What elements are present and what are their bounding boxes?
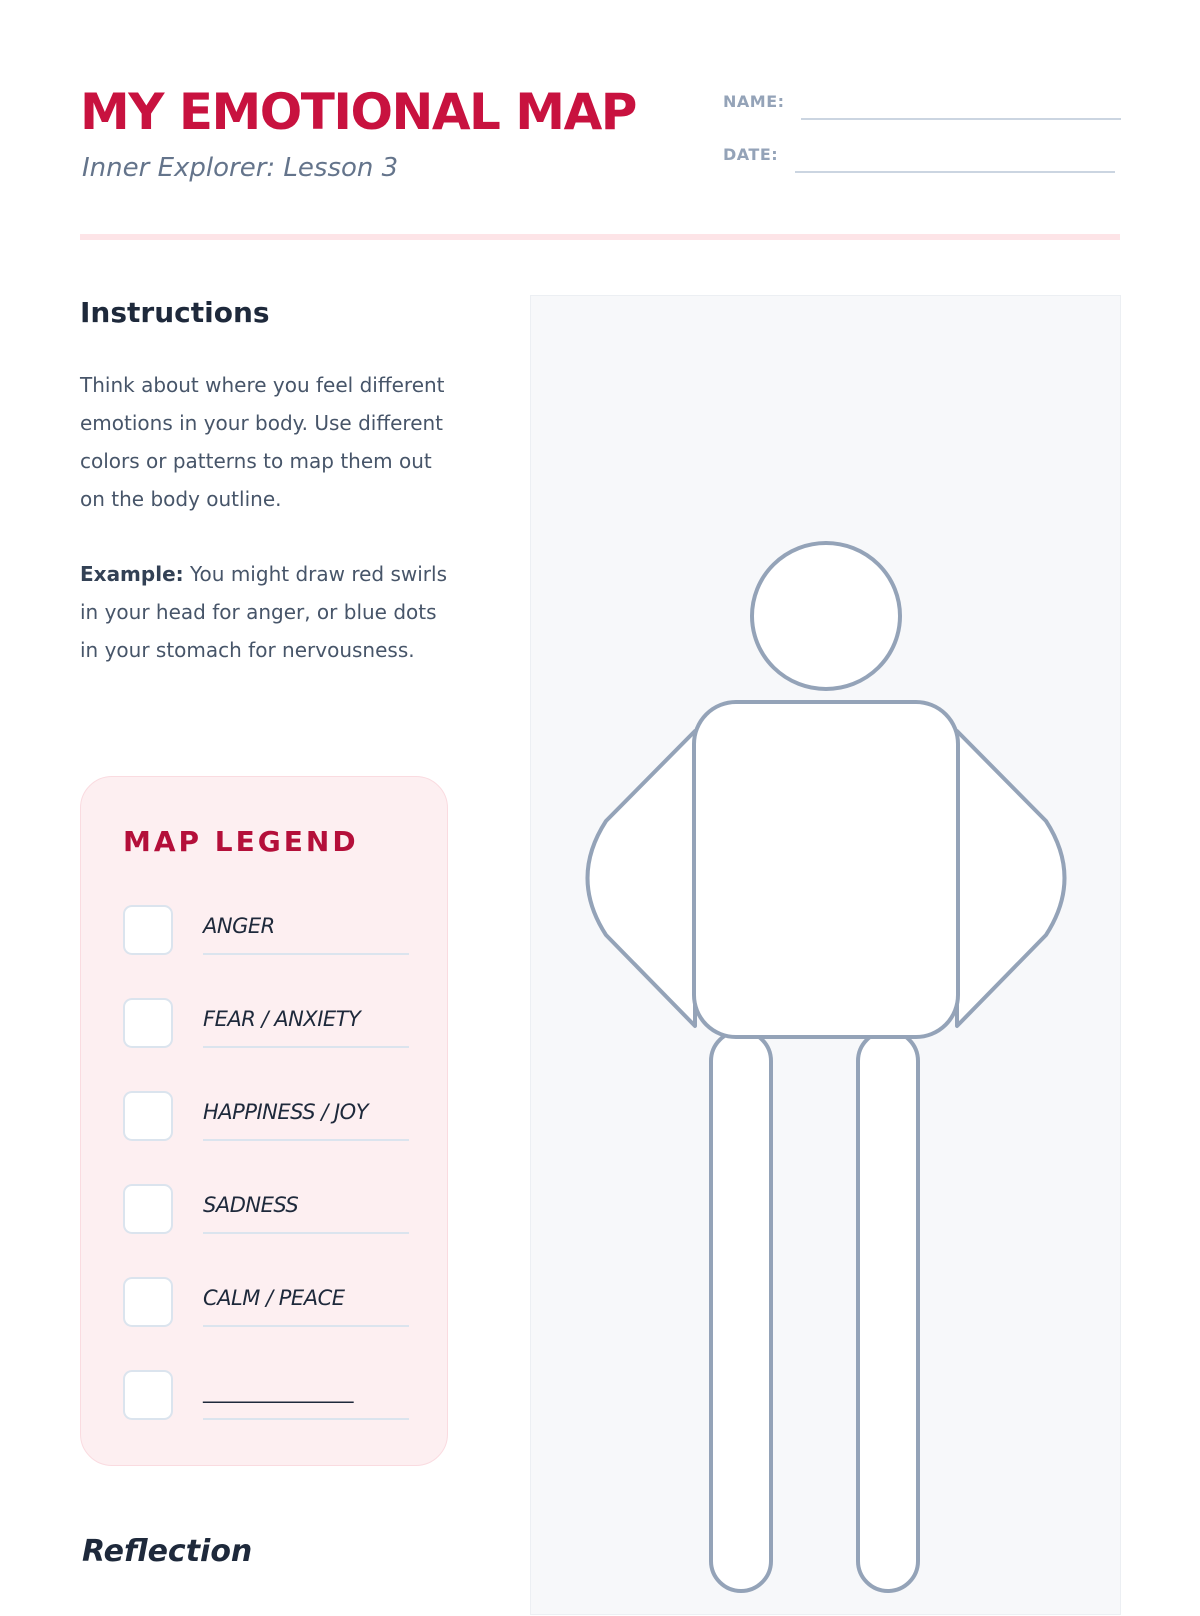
legend-item-label: HAPPINESS / JOY [203,1100,369,1124]
page-subtitle: Inner Explorer: Lesson 3 [82,153,399,183]
legend-item-label: SADNESS [203,1193,299,1217]
example-label: Example: [80,562,184,586]
legend-item [123,1277,413,1337]
legend-item-label: CALM / PEACE [203,1286,345,1310]
color-swatch-box[interactable] [123,1184,173,1234]
name-label: NAME: [723,92,785,111]
legend-title: MAP LEGEND [123,825,359,858]
map-legend [80,776,448,1466]
legend-item [123,905,413,965]
torso-outline [694,702,958,1037]
body-outline-panel[interactable] [530,295,1121,1615]
date-field[interactable] [795,171,1115,173]
legend-item [123,1184,413,1244]
right-leg-outline [858,1031,918,1591]
legend-item-label: _______________ [203,1379,353,1403]
left-leg-outline [711,1031,771,1591]
legend-item [123,1091,413,1151]
reflection-heading: Reflection [82,1534,253,1569]
legend-underline [203,1325,409,1327]
right-arm-outline [957,731,1065,1026]
legend-underline [203,953,409,955]
instructions-text: Think about where you feel different emotions in your body. Use different colors or patterns to map them out on the body outline. [80,373,445,511]
legend-item [123,1370,413,1430]
legend-underline [203,1046,409,1048]
body-outline [531,296,1122,1616]
color-swatch-box[interactable] [123,1277,173,1327]
color-swatch-box[interactable] [123,998,173,1048]
color-swatch-box[interactable] [123,905,173,955]
head-outline [752,543,900,689]
name-field[interactable] [801,118,1121,120]
color-swatch-box[interactable] [123,1091,173,1141]
example-body: You might draw red swirls in your head for anger, or blue dots in your stomach for nervousness. [80,562,447,662]
instructions-heading: Instructions [80,296,270,329]
example-text [80,555,460,669]
legend-item-label: FEAR / ANXIETY [203,1007,361,1031]
legend-item [123,998,413,1058]
date-label: DATE: [723,145,779,164]
legend-item-label: ANGER [203,914,275,938]
legend-underline [203,1418,409,1420]
left-arm-outline [588,731,696,1026]
header-divider [80,234,1120,240]
legend-underline [203,1139,409,1141]
page-title: MY EMOTIONAL MAP [80,83,636,141]
color-swatch-box[interactable] [123,1370,173,1420]
legend-underline [203,1232,409,1234]
